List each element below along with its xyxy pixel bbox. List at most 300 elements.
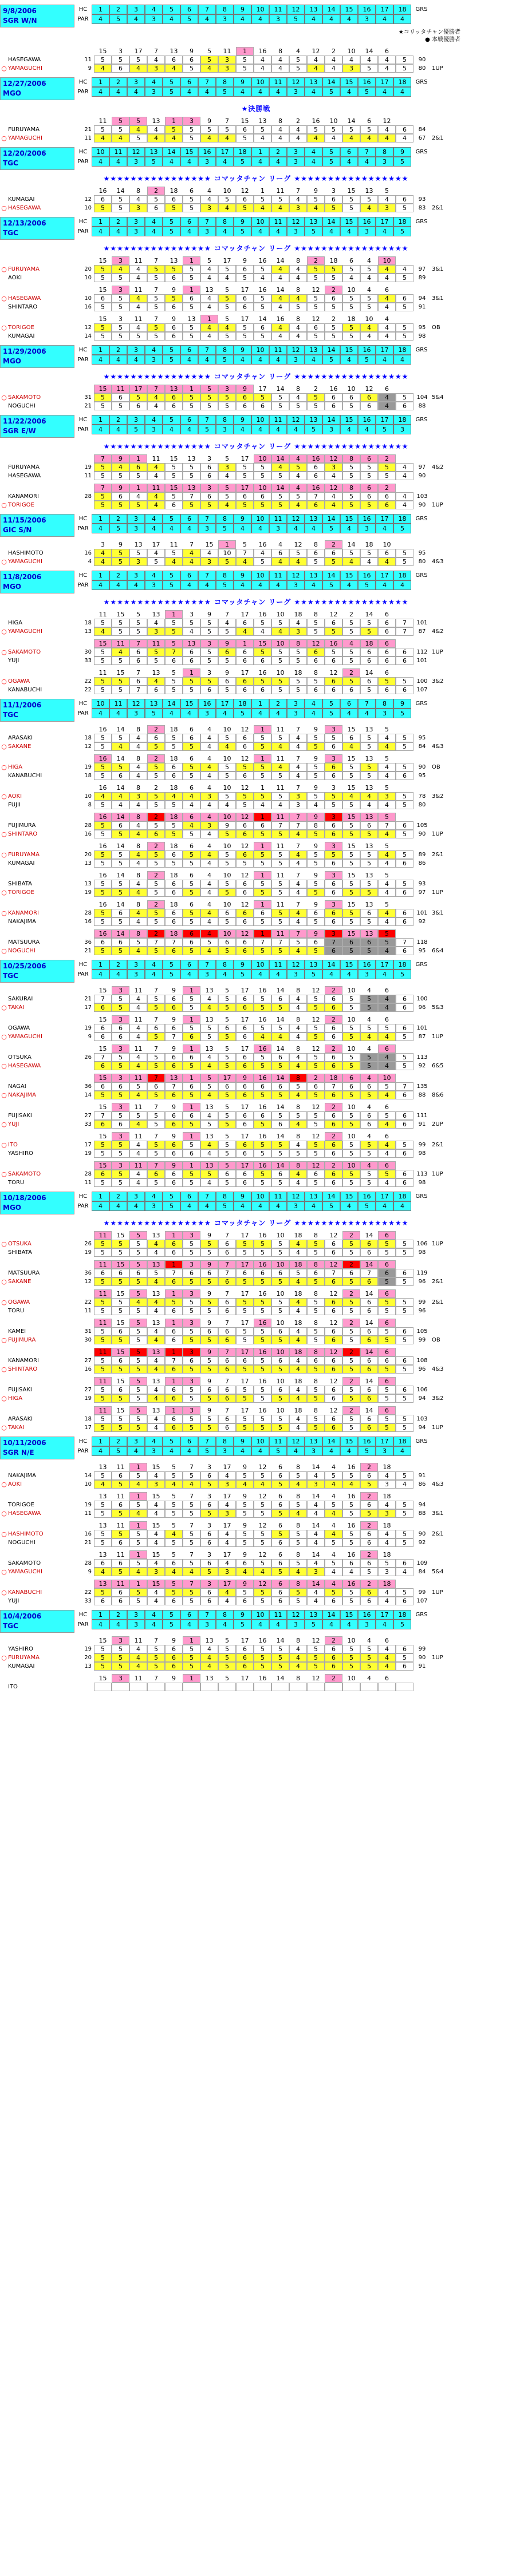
hc-cell: 15 [340,345,358,355]
par-cell: 4 [251,580,269,590]
player-name: ITO [8,1142,18,1148]
score-cell: 6 [112,1024,129,1032]
score-cell: 5 [396,1653,413,1662]
score-cell: 5 [254,1415,271,1423]
score-cell: 4 [325,1509,342,1518]
score-cell: 5 [200,402,218,410]
player-handicap: 11 [84,1510,92,1517]
grs-label: GRS [415,961,428,968]
par-cell: 3 [322,425,340,434]
score-cell: 6 [200,1597,218,1605]
score-cell: 1 [254,842,271,850]
score-cell: 1 [218,540,236,549]
round-section [0,1437,512,1605]
league-title: ★決勝戦 [241,105,271,113]
score-cell: 5 [378,1111,396,1120]
score-cell: 5 [254,1062,271,1070]
player-handicap: 10 [84,205,92,211]
round-date-text: 12/27/2006 [3,80,46,88]
score-cell: 16 [254,1319,271,1327]
match-result: 5&4 [432,394,444,401]
score-cell: 7 [236,549,254,557]
score-cell: 5 [200,1480,218,1489]
score-cell: 5 [136,611,140,618]
match-block [0,1463,512,1489]
player-handicap: 11 [84,473,92,479]
player-name: FUJIMURA [8,822,36,829]
hc-row [74,5,432,14]
player-handicap: 9 [88,1034,92,1040]
score-cell: 6 [396,1269,413,1277]
hole-handicap-row [0,1231,512,1240]
par-cell: 3 [145,1201,163,1211]
match-block [0,1377,512,1403]
score-cell: 5 [325,648,342,656]
score-cell: 5 [112,830,129,838]
gross-total: 92 [418,1540,426,1546]
score-cell: 6 [112,1501,129,1509]
score-cell: 5 [94,1538,112,1547]
score-cell: 6 [325,830,342,838]
player-row [0,1141,512,1149]
score-cell: 4 [271,801,289,809]
score-cell: 6 [325,1327,342,1336]
score-cell: 4 [94,1480,112,1489]
player-row [0,656,512,665]
score-cell: 5 [307,1423,325,1432]
score-cell: 8 [136,901,140,908]
par-cell: 4 [216,227,234,236]
score-cell: 5 [289,648,307,656]
player-name: YAMAGUCHI [8,135,42,141]
score-cell: 5 [218,294,236,303]
score-cell: 5 [254,1120,271,1129]
score-cell: 4 [271,265,289,274]
score-cell: 5 [342,1062,360,1070]
player-handicap: 30 [84,1337,92,1343]
par-label: PAR [77,710,89,717]
par-row [74,87,432,97]
score-cell: 6 [378,1319,396,1327]
hc-row [74,77,432,87]
hc-cell: 17 [376,5,393,14]
score-cell: 4 [147,1365,165,1374]
player-row [0,1062,512,1070]
player-row [0,677,512,686]
score-cell: 5 [165,204,183,212]
score-cell: 14 [312,1551,320,1558]
par-cell: 4 [376,87,393,97]
score-cell: 4 [378,995,396,1003]
par-cell: 3 [376,1446,393,1456]
score-cell [342,1683,360,1691]
hc-cell: 10 [251,1192,269,1201]
score-cell: 4 [200,771,218,780]
score-cell: 5 [112,303,129,311]
score-cell: 4 [325,501,342,509]
score-cell: 5 [200,56,218,64]
score-cell: 5 [342,501,360,509]
score-cell: 7 [154,987,158,994]
score-cell: 4 [200,995,218,1003]
score-cell: 5 [236,1386,254,1394]
score-cell: 10 [276,1290,285,1297]
score-cell: 4 [129,1024,147,1032]
score-cell: 3 [218,1509,236,1518]
score-cell: 6 [218,1327,236,1336]
score-cell: 5 [254,648,271,656]
score-cell: 5 [360,1053,378,1062]
score-cell: 4 [200,265,218,274]
score-cell: 5 [183,909,200,917]
score-cell: 5 [165,492,183,501]
score-cell: 5 [129,1423,147,1432]
score-cell: 5 [200,1240,218,1248]
score-cell: 5 [200,1568,218,1576]
winner-mark: ○ [1,1091,7,1099]
par-cell: 3 [127,157,145,167]
score-cell: 4 [147,1530,165,1538]
score-cell: 12 [329,669,338,676]
score-cell: 15 [347,726,356,733]
score-cell: 12 [312,315,320,323]
player-handicap: 11 [84,57,92,63]
score-cell: 4 [129,274,147,282]
hc-cell: 8 [376,699,393,709]
hc-cell: 5 [163,345,180,355]
score-cell: 5 [342,1356,360,1365]
score-cell: 6 [165,1178,183,1187]
score-cell: 5 [218,1111,236,1120]
player-row [0,1091,512,1099]
score-cell: 4 [94,627,112,636]
player-row [0,134,512,143]
score-cell: 7 [218,1260,236,1269]
score-cell: 18 [329,257,338,264]
gross-total: 103 [416,1416,428,1422]
par-cell: 4 [180,87,198,97]
score-cell: 5 [342,1178,360,1187]
score-cell: 17 [241,1675,249,1682]
score-cell: 5 [112,995,129,1003]
par-label: PAR [77,525,89,532]
score-cell: 3 [218,463,236,472]
score-cell: 15 [99,257,107,264]
par-cell: 3 [127,709,145,718]
score-cell: 5 [378,1240,396,1248]
score-cell: 5 [289,463,307,472]
score-cell: 5 [378,1170,396,1178]
player-name: ARASAKI [8,735,33,741]
player-row [0,294,512,303]
score-cell: 4 [236,627,254,636]
score-cell: 16 [347,1493,356,1500]
score-cell: 16 [99,726,107,733]
score-cell: 10 [276,611,285,618]
score-cell: 5 [342,294,360,303]
hole-handicap-row [0,610,512,619]
hc-cell: 17 [376,77,393,87]
score-cell: 12 [254,1580,271,1588]
player-row [0,1538,512,1547]
hc-cell: 13 [305,960,322,970]
score-cell: 4 [289,265,307,274]
score-cell: 5 [183,303,200,311]
score-cell: 5 [325,734,342,742]
player-handicap: 22 [84,1589,92,1596]
score-cell: 4 [378,1501,396,1509]
score-cell: 5 [112,619,129,627]
score-cell: 5 [112,763,129,771]
score-cell: 6 [200,1269,218,1277]
score-cell: 13 [152,1407,160,1414]
par-cell: 3 [358,1620,376,1629]
match-block [0,754,512,780]
player-name: HASHIMOTO [8,1531,44,1537]
match-block [0,1348,512,1374]
league-title: ★★★★★★★★★★★★★★★★ コマッタチャン リーグ ★★★★★★★★★★★★★★★★★ [103,175,409,183]
score-cell: 9 [236,1074,254,1082]
score-cell: 14 [271,1074,289,1082]
score-cell: 11 [147,639,165,648]
score-cell: 11 [134,1133,143,1140]
score-cell: 5 [271,947,289,955]
score-cell: 5 [218,1053,236,1062]
score-cell: 6 [112,1538,129,1547]
score-cell: 5 [360,1091,378,1099]
winner-mark: ○ [1,1366,7,1373]
hole-handicap-row [0,1674,512,1683]
score-cell: 6 [360,1386,378,1394]
par-cell: 4 [340,425,358,434]
score-cell: 4 [200,134,218,143]
score-cell: 5 [271,888,289,897]
player-name: YASHIRO [8,1150,33,1157]
score-cell: 6 [165,1141,183,1149]
score-cell: 6 [325,1053,342,1062]
score-cell: 4 [271,742,289,751]
score-cell: 5 [94,1356,112,1365]
score-cell: 7 [165,648,183,656]
score-cell: 17 [218,1580,236,1588]
hc-cell: 12 [287,1437,305,1446]
score-cell: 12 [236,929,254,938]
score-cell: 16 [276,315,285,323]
score-cell: 5 [289,492,307,501]
player-handicap: 13 [84,628,92,635]
score-cell: 11 [129,1074,147,1082]
score-cell: 5 [396,1423,413,1432]
par-cell: 4 [163,709,180,718]
score-cell: 4 [378,880,396,888]
score-cell: 5 [200,1170,218,1178]
score-cell: 12 [312,1045,320,1052]
round-date [0,147,74,170]
score-cell: 7 [147,1074,165,1082]
score-cell: 10 [378,1074,396,1082]
score-cell: 5 [112,1509,129,1518]
score-cell: 5 [342,1653,360,1662]
score-cell: 6 [271,1327,289,1336]
score-cell: 5 [236,1248,254,1257]
score-cell: 15 [112,1260,129,1269]
score-cell: 8 [278,48,282,55]
hole-handicap-row [0,1015,512,1024]
par-cell: 4 [180,425,198,434]
round-course-text: TGC [3,711,18,719]
score-cell: 5 [360,742,378,751]
player-row [0,1111,512,1120]
score-cell: 4 [147,1336,165,1344]
score-cell: 5 [200,1509,218,1518]
player-row [0,557,512,566]
player-handicap: 12 [84,196,92,203]
score-cell: 6 [190,901,194,908]
player-handicap: 20 [84,852,92,858]
score-cell [396,1348,413,1356]
round-header [0,147,512,170]
score-cell: 6 [360,656,378,665]
score-cell: 4 [129,801,147,809]
hc-cell: 18 [234,699,251,709]
par-cell: 3 [287,1201,305,1211]
score-cell: 15 [112,1348,129,1356]
player-row [0,1415,512,1423]
par-cell: 5 [393,1620,411,1629]
round-section [0,345,512,410]
score-cell: 6 [200,1327,218,1336]
score-cell: 5 [165,549,183,557]
score-cell: 6 [94,195,112,204]
score-cell: 5 [271,472,289,480]
score-cell: 5 [342,463,360,472]
score-cell: 15 [116,1378,125,1385]
score-cell: 7 [296,187,300,195]
score-cell: 16 [342,1580,360,1588]
score-cell: 4 [218,1588,236,1597]
par-cell: 4 [376,1201,393,1211]
score-cell: 5 [378,1386,396,1394]
score-cell: 6 [200,1386,218,1394]
score-cell: 6 [360,1298,378,1307]
score-cell: 10 [347,1016,356,1023]
player-row [0,492,512,501]
hole-handicap-row [0,187,512,195]
winner-mark: ○ [1,1062,7,1070]
score-cell: 13 [365,842,373,850]
score-cell: 10 [347,987,356,994]
gross-total: 107 [416,1598,428,1604]
score-cell: 5 [254,1588,271,1597]
player-row [0,880,512,888]
score-cell: 10 [223,755,231,762]
player-row [0,792,512,801]
score-cell: 4 [129,1149,147,1158]
par-cell: 4 [251,1446,269,1456]
score-cell: 5 [325,332,342,341]
score-cell: 7 [218,1348,236,1356]
score-cell: 13 [205,1103,214,1111]
par-cell: 4 [198,580,216,590]
score-cell: 4 [200,323,218,332]
score-cell: 5 [307,1415,325,1423]
gross-total: 113 [416,1054,428,1061]
player-row [0,1471,512,1480]
score-cell: 7 [136,669,140,676]
score-cell: 5 [147,265,165,274]
score-cell: 7 [225,1232,229,1239]
par-cell: 5 [216,87,234,97]
score-cell: 4 [289,472,307,480]
hc-cell: 5 [163,1437,180,1446]
score-cell: 18 [347,315,356,323]
score-cell: 11 [134,1637,143,1644]
score-cell: 9 [243,1522,247,1529]
score-cell: 5 [360,1141,378,1149]
score-cell: 5 [396,1415,413,1423]
score-cell: 15 [241,117,249,125]
score-cell: 11 [276,755,285,762]
winner-mark: ○ [1,1510,7,1517]
score-cell: 11 [116,1522,125,1529]
score-cell: 7 [225,1407,229,1414]
match-block [0,1044,512,1070]
winner-mark: ○ [1,1568,7,1576]
score-cell [129,1683,147,1691]
hole-handicap-row [0,1044,512,1053]
score-cell: 7 [147,1161,165,1170]
score-cell: 6 [342,734,360,742]
score-cell: 16 [254,1074,271,1082]
match-result: 8&6 [432,1092,444,1098]
score-cell: 1 [165,1289,183,1298]
score-cell: 5 [147,742,165,751]
score-cell: 5 [254,1530,271,1538]
score-cell: 6 [396,1645,413,1653]
score-cell: 5 [165,619,183,627]
score-cell: 4 [289,1415,307,1423]
hole-handicap-row [0,1132,512,1141]
match-result: 2&1 [432,1531,444,1537]
player-row [0,1120,512,1129]
score-cell: 8 [296,257,300,264]
score-cell: 5 [378,1327,396,1336]
score-cell: 5 [289,656,307,665]
player-handicap: 33 [84,1121,92,1127]
score-cell: 12 [241,755,249,762]
player-name: TORU [8,1180,25,1186]
hc-cell: 18 [393,1437,411,1446]
score-cell: 16 [99,187,107,195]
score-cell: 4 [325,1568,342,1576]
hc-cell: 5 [163,1610,180,1620]
score-cell: 4 [378,801,396,809]
score-cell: 4 [218,134,236,143]
score-cell: 5 [183,742,200,751]
round-section [0,217,512,341]
score-cell: 5 [94,763,112,771]
par-cell: 5 [163,355,180,365]
score-cell [396,1161,413,1170]
score-cell: 5 [236,763,254,771]
score-cell: 4 [289,1423,307,1432]
round-section [0,147,512,212]
score-cell: 5 [289,1149,307,1158]
player-handicap: 10 [84,275,92,281]
score-cell: 10 [271,1348,289,1356]
player-name: FUJISAKI [8,1113,32,1119]
score-cell: 7 [190,541,194,548]
